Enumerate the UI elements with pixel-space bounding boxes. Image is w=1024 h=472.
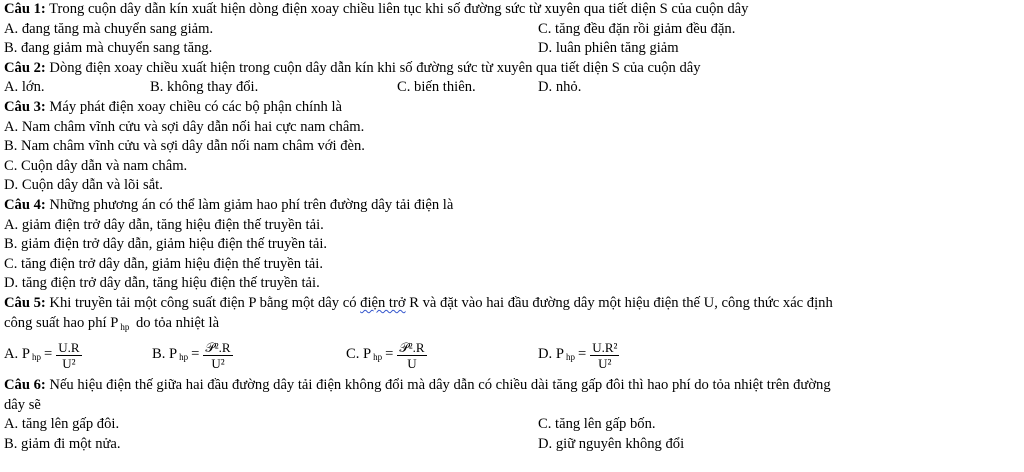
option-b-eq: =: [191, 346, 200, 363]
question-2-text: Dòng điện xoay chiều xuất hiện trong cuộn dây dẫn kín khi số đường sức từ xuyên qua tiết diện S của cuộn dây: [45, 59, 701, 76]
option-a-numerator: U.R: [58, 339, 80, 355]
question-1-options-row-1: [4, 20, 1020, 40]
question-5-option-d: [538, 336, 619, 374]
option-c-numerator: 𝒫².R: [399, 339, 425, 355]
question-5-text-line2-b: do tỏa nhiệt là: [132, 314, 220, 331]
option-a-eq: =: [43, 346, 53, 363]
option-c-denominator: U: [407, 355, 417, 371]
question-2-stem: [4, 59, 1020, 79]
question-4-option-c: C. tăng điện trở dây dẫn, giảm hiệu điện thế truyền tải.: [4, 255, 323, 272]
question-5-text-line2-a: công suất hao phí P: [4, 314, 119, 331]
question-5-option-b: [152, 336, 233, 374]
question-5-text-before: Khi truyền tải một công suất điện P bằng một dây có: [45, 294, 361, 311]
option-d-fraction: [590, 340, 619, 371]
option-c-prefix: C. P: [346, 346, 372, 363]
question-4-label: Câu 4:: [4, 196, 46, 213]
question-3-option-a: A. Nam châm vĩnh cửu và sợi dây dẫn nối hai cực nam châm.: [4, 118, 365, 135]
option-d-sub: hp: [565, 352, 575, 363]
spellcheck-underlined-text: điện trở: [360, 294, 406, 311]
question-1-option-a: A. đang tăng mà chuyển sang giảm.: [4, 20, 214, 37]
option-a-prefix: A. P: [4, 346, 30, 363]
question-3-option-d: D. Cuộn dây dẫn và lõi sắt.: [4, 177, 163, 194]
question-2-option-a: A. lớn.: [4, 79, 45, 96]
question-5-option-a: [4, 336, 82, 374]
question-3-option-b: B. Nam châm vĩnh cửu và sợi dây dẫn nối nam châm với đèn.: [4, 138, 365, 155]
question-1-option-c: C. tăng đều đặn rồi giảm đều đặn.: [538, 20, 736, 37]
question-4-option-b: B. giảm điện trở dây dẫn, giảm hiệu điện thế truyền tải.: [4, 236, 328, 253]
question-6-stem-line-2: dây sẽ: [4, 396, 41, 413]
option-b-sub: hp: [179, 352, 189, 363]
question-6-options-row-2: [4, 435, 1020, 455]
question-5-options-row: [4, 336, 1020, 374]
question-1-stem: [4, 0, 1020, 20]
question-1-label: Câu 1:: [4, 1, 46, 17]
question-6-option-d: D. giữ nguyên không đổi: [538, 435, 685, 452]
option-a-sub: hp: [31, 352, 41, 363]
question-1-options-row-2: [4, 39, 1020, 59]
question-4-option-a: A. giảm điện trở dây dẫn, tăng hiệu điện thế truyền tải.: [4, 216, 324, 233]
question-2-option-c: C. biến thiên.: [397, 79, 476, 96]
question-6-stem: [4, 376, 1020, 396]
question-6-text: Nếu hiệu điện thế giữa hai đầu đường dây tải điện không đổi mà dây dẫn có chiều dài tăng gấp đôi thì hao phí do tỏa nhiệt trên đường: [45, 377, 831, 394]
question-3-text: Máy phát điện xoay chiều có các bộ phận chính là: [45, 98, 342, 115]
option-d-numerator: U.R²: [592, 339, 618, 355]
option-b-prefix: B. P: [152, 346, 178, 363]
question-5-text-line2-sub: hp: [120, 321, 130, 332]
question-2-option-b: B. không thay đổi.: [150, 79, 259, 96]
question-1-text: Trong cuộn dây dẫn kín xuất hiện dòng điện xoay chiều liên tục khi số đường sức từ xuyên qua tiết diện S của cuộn dây: [45, 1, 749, 17]
question-5-option-c: [346, 336, 427, 374]
option-c-eq: =: [385, 346, 394, 363]
question-5-stem-line-2: [4, 314, 1020, 334]
question-6-option-c: C. tăng lên gấp bốn.: [538, 416, 656, 433]
question-2-option-d: D. nhỏ.: [538, 79, 582, 96]
option-d-denominator: U²: [598, 355, 612, 371]
question-5-stem: [4, 294, 1020, 314]
question-3-stem: [4, 98, 1020, 118]
option-c-fraction: [397, 340, 426, 371]
question-2-label: Câu 2:: [4, 59, 46, 76]
option-c-sub: hp: [373, 352, 383, 363]
question-6-option-a: A. tăng lên gấp đôi.: [4, 416, 120, 433]
option-a-denominator: U²: [62, 355, 76, 371]
question-6-options-row-1: [4, 415, 1020, 435]
option-b-denominator: U²: [211, 355, 225, 371]
question-4-stem: [4, 196, 1020, 216]
question-6-label: Câu 6:: [4, 377, 46, 394]
question-4-option-d: D. tăng điện trở dây dẫn, tăng hiệu điện thế truyền tải.: [4, 275, 320, 292]
option-b-fraction: [203, 340, 232, 371]
question-2-options-row: [4, 78, 1020, 98]
question-1-option-d: D. luân phiên tăng giảm: [538, 40, 679, 57]
option-b-numerator: 𝒫².R: [205, 339, 231, 355]
option-d-prefix: D. P: [538, 346, 564, 363]
question-4-text: Những phương án có thể làm giảm hao phí trên đường dây tải điện là: [45, 196, 454, 213]
option-a-fraction: [56, 340, 81, 371]
question-5-text-after: R và đặt vào hai đầu đường dây một hiệu điện thế U, công thức xác định: [405, 294, 833, 311]
question-5-label: Câu 5:: [4, 294, 46, 311]
question-3-option-c: C. Cuộn dây dẫn và nam châm.: [4, 157, 188, 174]
question-3-label: Câu 3:: [4, 98, 46, 115]
question-1-option-b: B. đang giảm mà chuyển sang tăng.: [4, 40, 213, 57]
option-d-eq: =: [577, 346, 587, 363]
question-6-option-b: B. giảm đi một nửa.: [4, 435, 121, 452]
